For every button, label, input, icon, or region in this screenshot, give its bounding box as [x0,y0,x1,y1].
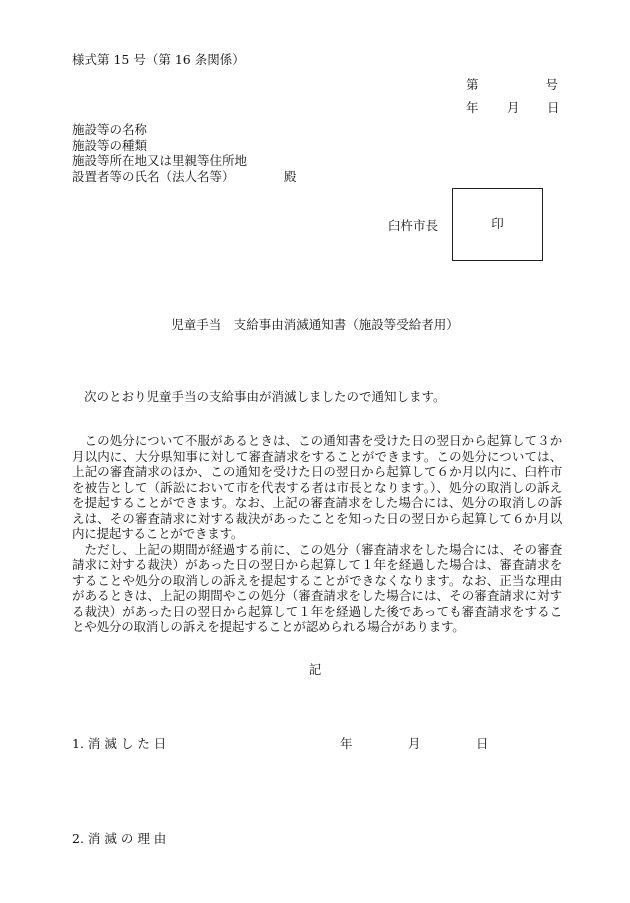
appeal-notice-paragraph: この処分について不服があるときは、この通知書を受けた日の翌日から起算して３か月以内に、大分県知事に対して審査請求をすることができます。この処分については、上記の審査請求のほか、この通知を受けた日の翌日から起算して６か月以内に、臼杵市を被告として（訴訟において市を代表する者は市長となります。）、処分の取消しの訴えを提起することができます。なお、上記の審査請求をした場合には、処分の取消しの訴えは、その審査請求に対する裁決があったことを知った日の翌日から起算して６か月以内に提起することができます。 [72,433,562,541]
document-number-prefix: 第 [466,77,479,92]
seal-label: 印 [491,216,504,232]
addressee-address: 施設等所在地又は里親等住所地 [72,153,248,168]
document-number [466,77,558,94]
document-title: 児童手当 支給事由消滅通知書（施設等受給者用） [171,317,459,332]
extinction-year: 年 [340,736,353,751]
document-number-suffix: 号 [545,77,558,92]
addressee-facility-name: 施設等の名称 [72,122,148,137]
issue-date-month: 月 [507,100,520,115]
ki-heading: 記 [308,662,322,677]
honorific: 殿 [284,168,297,184]
extinction-day: 日 [476,736,489,751]
intro-text: 次のとおり児童手当の支給事由が消滅しましたので通知します。 [84,389,446,404]
addressee-operator-name: 設置者等の氏名（法人名等） [72,168,235,184]
item-extinction-reason-label: 2. 消 滅 の 理 由 [72,831,167,846]
issue-date-year: 年 [466,100,479,115]
extinction-month: 月 [408,736,421,751]
appeal-notice-paragraph: ただし、上記の期間が経過する前に、この処分（審査請求をした場合には、その審査請求に対する裁決）があった日の翌日から起算して１年を経過した場合は、審査請求をすることや処分の取消しの訴えを提起することができなくなります。なお、正当な理由があるときは、上記の期間やこの処分（審査請求をした場合には、その審査請求に対する裁決）があった日の翌日から起算して１年を経過した後であっても審査請求をすることや処分の取消しの訴えを提起することが認められる場合があります。 [72,541,562,634]
addressee-block [72,122,297,184]
issue-date-day: 日 [547,100,560,115]
addressee-facility-type: 施設等の種類 [72,137,148,153]
appeal-notice [72,433,562,635]
form-number: 様式第 15 号（第 16 条関係） [72,52,245,67]
issuer-name: 臼杵市長 [388,218,439,233]
seal-box [452,188,543,261]
addressee-operator-line [72,168,297,185]
item-extinction-date-label: 1. 消 滅 し た 日 [72,736,167,751]
